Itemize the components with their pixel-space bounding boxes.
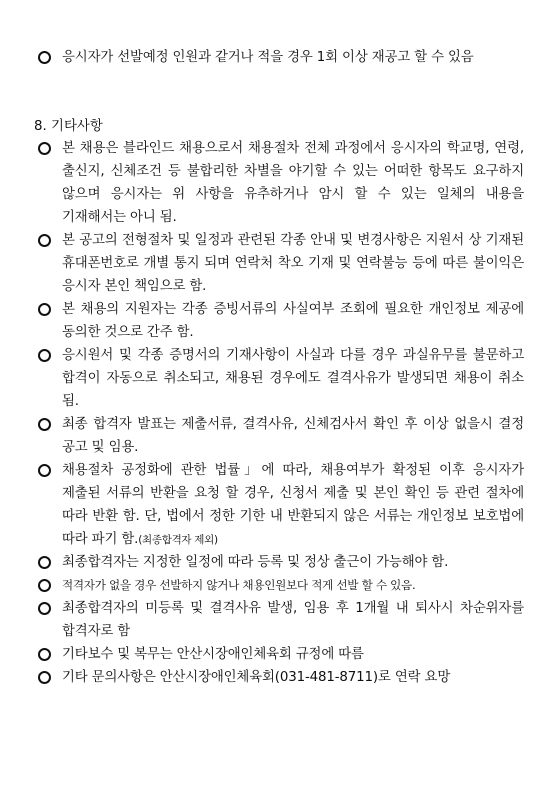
- list-item-text: 응시원서 및 각종 증명서의 기재사항이 사실과 다를 경우 과실유무를 불문하고 합격이 자동으로 취소되고, 채용된 경우에도 결격사유가 발생되면 채용이 취소 됨.: [62, 348, 524, 409]
- circle-bullet-icon: [38, 349, 51, 362]
- circle-bullet-icon: [38, 602, 51, 615]
- list-item: [38, 666, 524, 689]
- circle-bullet-icon: [38, 648, 51, 661]
- list-item-text: 본 채용은 블라인드 채용으로서 채용절차 전체 과정에서 응시자의 학교명, 연령, 출신지, 신체조건 등 불합리한 차별을 야기할 수 있는 어떠한 항목도 요구하지 않으며 응시자는 위 사항을 유추하거나 암시 할 수 있는 일체의 내용을 기재해서는 아니 됨.: [62, 141, 524, 225]
- list-item-text: 응시자가 선발예정 인원과 같거나 적을 경우 1회 이상 재공고 할 수 있음: [62, 50, 474, 65]
- circle-bullet-icon: [38, 418, 51, 431]
- list-item: [38, 551, 524, 574]
- circle-bullet-icon: [38, 51, 51, 64]
- circle-bullet-icon: [38, 556, 51, 569]
- list-item: [38, 137, 524, 229]
- list-item-text: 적격자가 없을 경우 선발하지 않거나 채용인원보다 적게 선발 할 수 있음.: [62, 578, 416, 592]
- circle-bullet-icon: [38, 234, 51, 247]
- final-excluded-note: (최종합격자 제외): [138, 534, 218, 546]
- list-item: [38, 574, 524, 597]
- circle-bullet-icon: [38, 579, 51, 592]
- list-item: [38, 597, 524, 643]
- list-item-text: 최종합격자의 미등록 및 결격사유 발생, 임용 후 1개월 내 퇴사시 차순위자를 합격자로 함: [62, 601, 524, 639]
- list-item-text: 본 공고의 전형절차 및 일정과 관련된 각종 안내 및 변경사항은 지원서 상 기재된 휴대폰번호로 개별 통지 되며 연락처 착오 기재 및 연락불능 등에 따른 불이익은 응시자 본인 책임으로 함.: [62, 233, 524, 294]
- list-item-text: [62, 459, 524, 552]
- list-item: [38, 46, 524, 69]
- list-item-text: 기타 문의사항은 안산시장애인체육회(031-481-8711)로 연락 요망: [62, 670, 451, 685]
- list-item-text: 최종합격자는 지정한 일정에 따라 등록 및 정상 출근이 가능해야 함.: [62, 555, 449, 570]
- list-item: [38, 459, 524, 552]
- list-item-text-main: 채용절차 공정화에 관한 법률」에 따라, 채용여부가 확정된 이후 응시자가 제출된 서류의 반환을 요청 할 경우, 신청서 제출 및 본인 확인 등 관련 절차에 따라 반환 함. 단, 법에서 정한 기한 내 반환되지 않은 서류는 개인정보 보호법에 따라 파기 함.: [62, 463, 524, 547]
- section-heading: 8. 기타사항: [34, 119, 103, 134]
- circle-bullet-icon: [38, 142, 51, 155]
- list-item: [38, 643, 524, 666]
- circle-bullet-icon: [38, 464, 51, 477]
- list-item: [38, 298, 524, 344]
- list-item-text: 본 채용의 지원자는 각종 증빙서류의 사실여부 조회에 필요한 개인정보 제공에 동의한 것으로 간주 함.: [62, 302, 524, 340]
- circle-bullet-icon: [38, 303, 51, 316]
- list-item: [38, 229, 524, 298]
- list-item: [38, 413, 524, 459]
- list-item: [38, 344, 524, 413]
- circle-bullet-icon: [38, 671, 51, 684]
- list-item-text: 기타보수 및 복무는 안산시장애인체육회 규정에 따름: [62, 647, 364, 662]
- list-item-text: 최종 합격자 발표는 제출서류, 결격사유, 신체검사서 확인 후 이상 없을시 결정 공고 및 임용.: [62, 417, 524, 455]
